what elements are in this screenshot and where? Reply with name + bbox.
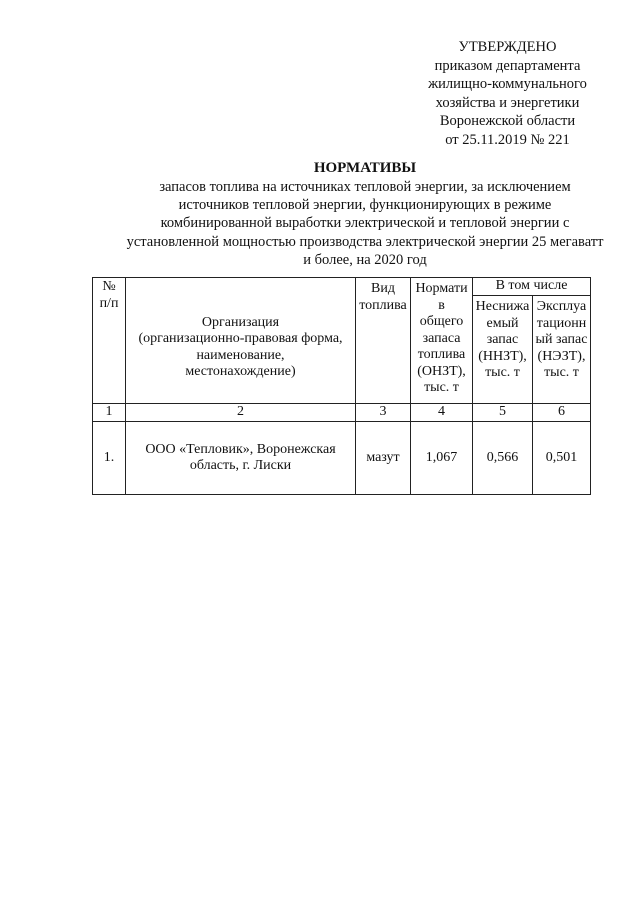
row-number: 1. (93, 422, 126, 495)
column-number: 4 (411, 404, 473, 422)
approval-line: хозяйства и энергетики (435, 94, 580, 111)
column-number: 1 (93, 404, 126, 422)
header-organization: Организация (организационно-правовая форма, наименование, местонахождение) (126, 278, 356, 404)
row-organization: ООО «Тепловик», Воронежская область, г. Лиски (126, 422, 356, 495)
column-number: 5 (473, 404, 533, 422)
approval-line: Воронежской области (439, 113, 576, 129)
header-including: В том числе (473, 278, 591, 296)
subtitle-line: комбинированной выработки электрической и тепловой энергии с (160, 215, 570, 232)
header-nezt: Эксплуа тационн ый запас (НЭЗТ), тыс. т (533, 296, 591, 404)
subtitle-line: установленной мощностью производства электрической энергии 25 мегаватт (126, 233, 604, 250)
header-nnzt: Неснижа емый запас (ННЗТ), тыс. т (473, 296, 533, 404)
approval-date-number: от 25.11.2019 № 221 (445, 131, 570, 148)
column-number: 2 (126, 404, 356, 422)
row-fuel-type: мазут (356, 422, 411, 495)
row-nezt: 0,501 (533, 422, 591, 495)
column-number: 6 (533, 404, 591, 422)
header-fuel-type: Вид топлива (356, 278, 411, 404)
column-number: 3 (356, 404, 411, 422)
row-onzt: 1,067 (411, 422, 473, 495)
table-row (93, 422, 591, 495)
approval-heading: УТВЕРЖДЕНО (458, 39, 557, 55)
subtitle-line: запасов топлива на источниках тепловой энергии, за исключением (159, 179, 571, 195)
approval-line: жилищно-коммунального (428, 76, 587, 92)
approval-stamp (405, 38, 610, 149)
row-nnzt: 0,566 (473, 422, 533, 495)
subtitle-line: и более, на 2020 год (303, 251, 427, 268)
subtitle-line: источников тепловой энергии, функционирующих в режиме (178, 197, 552, 214)
table-header-row (93, 278, 591, 296)
approval-line: приказом департамента (434, 57, 581, 74)
norms-table (92, 277, 591, 495)
header-onzt: Нормати в общего запаса топлива (ОНЗТ), тыс. т (411, 278, 473, 404)
column-number-row (93, 404, 591, 422)
document-title: НОРМАТИВЫ (313, 160, 417, 176)
header-num: № п/п (93, 278, 126, 404)
document-subtitle (50, 178, 640, 269)
